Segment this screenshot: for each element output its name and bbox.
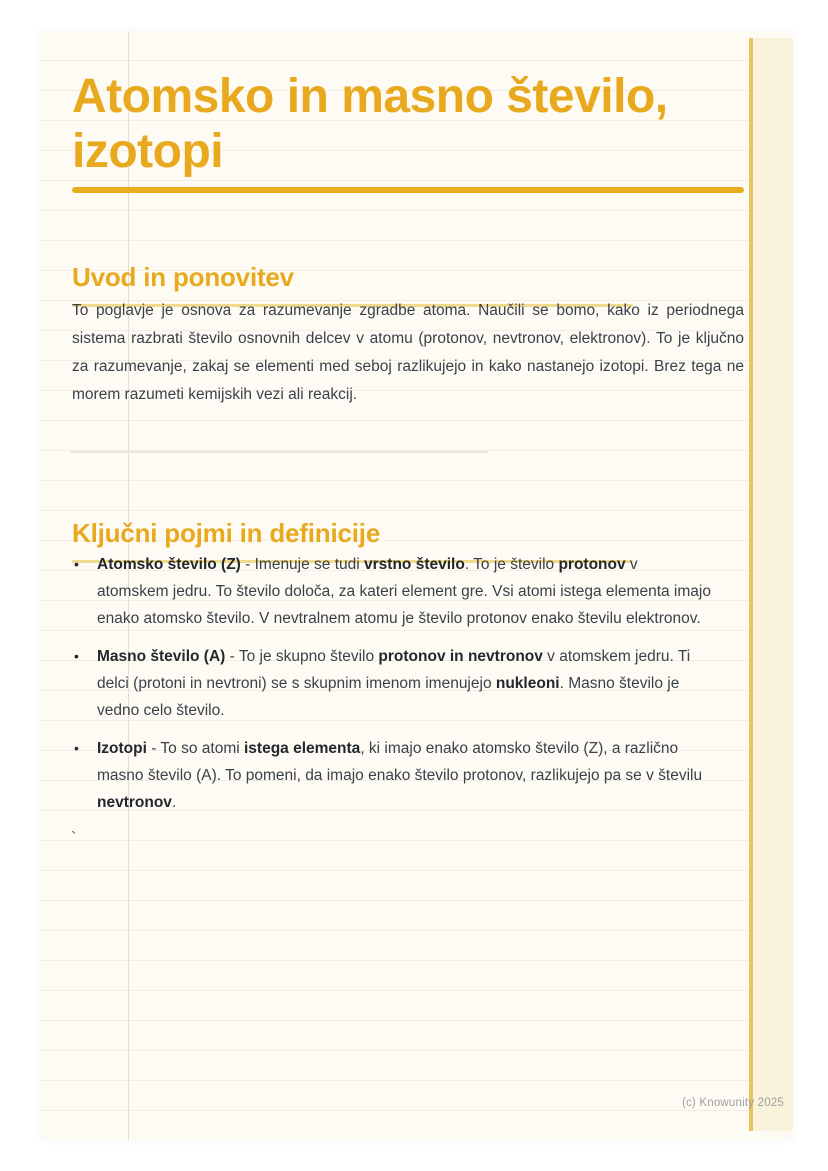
bullet-icon: •	[74, 740, 79, 756]
text-run: protonov	[558, 556, 626, 573]
page-title-line2: izotopi	[72, 125, 224, 178]
title-rule	[72, 187, 744, 193]
text-run: v atomskem jedru. Ti delci (protoni in nevtroni) se s skupnim imenom imenujejo	[97, 648, 691, 692]
text-run: - Imenuje se tudi	[240, 556, 365, 573]
list-item-izotopi	[74, 735, 722, 816]
stray-backtick-character: `	[71, 830, 77, 847]
text-run: .	[171, 794, 177, 811]
text-run: nukleoni	[495, 675, 560, 692]
definitions-list	[74, 551, 722, 827]
list-item-atomsko-stevilo	[74, 551, 722, 632]
page-title-line1: Atomsko in masno število,	[72, 70, 668, 123]
text-run: Masno število (A)	[97, 648, 226, 665]
text-run: Izotopi	[97, 740, 147, 757]
section-heading-kljucni-pojmi: Ključni pojmi in definicije	[72, 518, 381, 548]
list-item-text	[97, 643, 711, 724]
list-item-text	[97, 551, 711, 632]
text-run: vrstno število	[364, 556, 465, 573]
text-run: protonov in nevtronov	[378, 648, 543, 665]
text-run: - To je skupno število	[225, 648, 379, 665]
binding-stripe	[749, 38, 793, 1131]
text-run: Atomsko število (Z)	[97, 556, 241, 573]
document-page	[40, 31, 793, 1140]
text-run: nevtronov	[97, 794, 172, 811]
copyright-footer: (c) Knowunity 2025	[681, 1097, 784, 1109]
section-heading-uvod: Uvod in ponovitev	[72, 262, 294, 292]
bullet-icon: •	[74, 648, 79, 664]
text-run: - To so atomi	[146, 740, 244, 757]
text-run: istega elementa	[244, 740, 361, 757]
intro-paragraph: To poglavje je osnova za razumevanje zgradbe atoma. Naučili se bomo, kako iz periodnega sistema razbrati število osnovnih delcev v atomu (protonov, nevtronov, elektronov). To je ključno za razumevanje, zakaj se elementi med seboj razlikujejo in kako nastanejo izotopi. Brez tega ne morem razumeti kemijskih vezi ali reakcij.	[72, 302, 744, 403]
text-run: v atomskem jedru. To število določa, za kateri element gre. Vsi atomi istega elementa imajo enako atomsko število. V nevtralnem atomu je število protonov enako številu elektronov.	[97, 556, 711, 627]
text-run: . Masno število je vedno celo število.	[97, 675, 680, 719]
text-run: . To je število	[464, 556, 559, 573]
bullet-icon: •	[74, 556, 79, 572]
list-item-text	[97, 735, 711, 816]
text-run: , ki imajo enako atomsko število (Z), a različno masno število (A). To pomeni, da imajo enako število protonov, razlikujejo pa se v številu	[97, 740, 703, 784]
page-title	[72, 69, 748, 179]
list-item-masno-stevilo	[74, 643, 722, 724]
section-divider	[70, 451, 488, 453]
intro-section	[40, 297, 793, 409]
